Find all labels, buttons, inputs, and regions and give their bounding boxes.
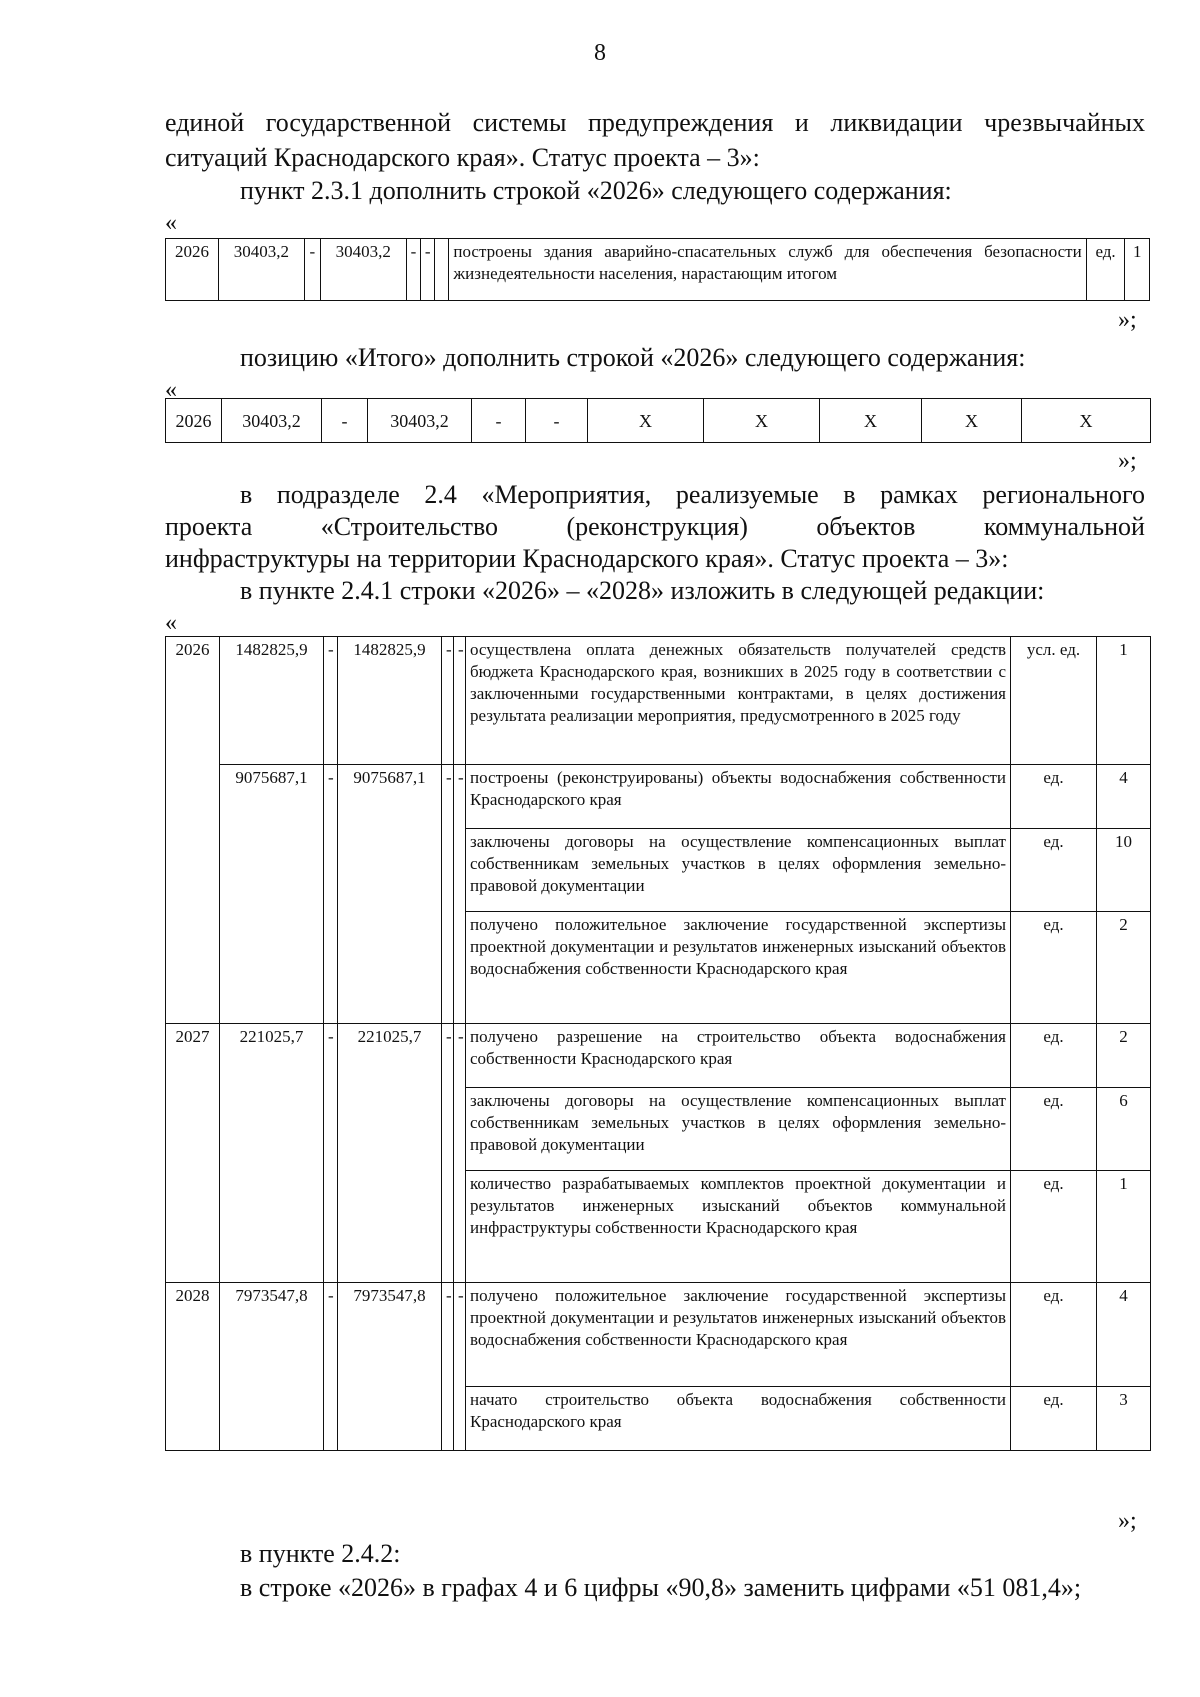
t1-col3: - <box>304 239 320 301</box>
table-row <box>166 1283 1151 1387</box>
t2-cell: - <box>472 399 526 443</box>
t1-total: 30403,2 <box>219 239 305 301</box>
t3-description: начато строительство объекта водоснабжения собственности Краснодарского края <box>466 1387 1011 1451</box>
t2-cell: X <box>820 399 922 443</box>
open-quote-2: « <box>165 377 177 403</box>
t2-cell: 30403,2 <box>368 399 472 443</box>
t3-col3: - <box>324 765 338 1024</box>
intro-line-2: ситуаций Краснодарского края». Статус проекта – 3»: <box>165 143 760 172</box>
t2-cell: X <box>1022 399 1151 443</box>
t3-col4: 7973547,8 <box>338 1283 442 1451</box>
t3-value: 6 <box>1097 1088 1151 1171</box>
page-number: 8 <box>594 40 606 66</box>
t3-value: 10 <box>1097 829 1151 912</box>
t3-unit: ед. <box>1011 1088 1097 1171</box>
t1-value: 1 <box>1125 239 1150 301</box>
t3-unit: ед. <box>1011 1283 1097 1387</box>
t2-cell: - <box>322 399 368 443</box>
footer-line-2: в строке «2026» в графах 4 и 6 цифры «90,8» заменить цифрами «51 081,4»; <box>240 1573 1082 1602</box>
t3-col6: - <box>454 765 466 1024</box>
t3-description: построены (реконструированы) объекты водоснабжения собственности Краснодарского края <box>466 765 1011 829</box>
t3-value: 2 <box>1097 1024 1151 1088</box>
table-2-3-1-row <box>165 238 1150 301</box>
t3-col5: - <box>442 1024 454 1283</box>
t3-unit: ед. <box>1011 1171 1097 1283</box>
t3-value: 3 <box>1097 1387 1151 1451</box>
t3-total: 221025,7 <box>220 1024 324 1283</box>
footer-line-1: в пункте 2.4.2: <box>240 1539 401 1568</box>
t2-cell: 30403,2 <box>222 399 322 443</box>
word: проекта <box>165 512 253 541</box>
t3-description: получено разрешение на строительство объекта водоснабжения собственности Краснодарского края <box>466 1024 1011 1088</box>
open-quote-1: « <box>165 210 177 236</box>
t3-unit: ед. <box>1011 829 1097 912</box>
t3-description: заключены договоры на осуществление компенсационных выплат собственникам земельных участков в целях оформления земельно-правовой документации <box>466 829 1011 912</box>
t3-description: получено положительное заключение государственной экспертизы проектной документации и результатов инженерных изысканий объектов водоснабжения собственности Краснодарского края <box>466 912 1011 1024</box>
t3-col3: - <box>324 637 338 765</box>
table-row <box>166 765 1151 829</box>
t2-row <box>166 399 1151 443</box>
table-row <box>166 1024 1151 1088</box>
close-quote-3: »; <box>1118 1508 1137 1534</box>
t3-col3: - <box>324 1283 338 1451</box>
t3-unit: усл. ед. <box>1011 637 1097 765</box>
t3-col4: 221025,7 <box>338 1024 442 1283</box>
word: объектов <box>816 512 916 541</box>
t1-year: 2026 <box>166 239 219 301</box>
t3-total: 9075687,1 <box>220 765 324 1024</box>
t2-cell: X <box>704 399 820 443</box>
close-quote-2: »; <box>1118 448 1137 474</box>
t1-unit: ед. <box>1086 239 1125 301</box>
table-2-4-1-rows <box>165 636 1151 1451</box>
table-itogo-row <box>165 398 1151 443</box>
table-row <box>166 637 1151 765</box>
t3-description: количество разрабатываемых комплектов проектной документации и результатов инженерных изысканий объектов коммунальной инфраструктуры собственности Краснодарского края <box>466 1171 1011 1283</box>
t3-value: 4 <box>1097 1283 1151 1387</box>
t3-col4: 1482825,9 <box>338 637 442 765</box>
t3-value: 1 <box>1097 1171 1151 1283</box>
t2-cell: 2026 <box>166 399 222 443</box>
t3-col5: - <box>442 637 454 765</box>
t3-col3: - <box>324 1024 338 1283</box>
t3-description: заключены договоры на осуществление компенсационных выплат собственникам земельных участков в целях оформления земельно-правовой документации <box>466 1088 1011 1171</box>
word: «Строительство <box>320 512 499 541</box>
t3-description: получено положительное заключение государственной экспертизы проектной документации и результатов инженерных изысканий объектов водоснабжения собственности Краснодарского края <box>466 1283 1011 1387</box>
t3-unit: ед. <box>1011 912 1097 1024</box>
t3-total: 1482825,9 <box>220 637 324 765</box>
t3-col5: - <box>442 765 454 1024</box>
intro-line-1: единой государственной системы предупреждения и ликвидации чрезвычайных <box>165 108 1145 137</box>
close-quote-1: »; <box>1118 307 1137 333</box>
t3-description: осуществлена оплата денежных обязательств получателей средств бюджета Краснодарского края, возникших в 2025 году в соответствии с заключенными государственными контрактами, в целях достижения результата реализации мероприятия, предусмотренного в 2025 году <box>466 637 1011 765</box>
t1-col5: - <box>406 239 420 301</box>
t1-description: построены здания аварийно-спасательных служб для обеспечения безопасности жизнедеятельности населения, нарастающим итогом <box>449 239 1086 301</box>
subsection-line-4: в пункте 2.4.1 строки «2026» – «2028» изложить в следующей редакции: <box>240 576 1045 605</box>
t3-unit: ед. <box>1011 1024 1097 1088</box>
t3-col6: - <box>454 1024 466 1283</box>
word: (реконструкция) <box>566 512 748 541</box>
word: коммунальной <box>983 512 1145 541</box>
subsection-line-1: в подразделе 2.4 «Мероприятия, реализуемые в рамках регионального <box>240 480 1145 509</box>
t3-year-2028: 2028 <box>166 1283 220 1451</box>
t3-col4: 9075687,1 <box>338 765 442 1024</box>
t3-value: 4 <box>1097 765 1151 829</box>
t3-col6: - <box>454 637 466 765</box>
t3-total: 7973547,8 <box>220 1283 324 1451</box>
t1-col6: - <box>420 239 434 301</box>
t3-value: 2 <box>1097 912 1151 1024</box>
t2-cell: X <box>588 399 704 443</box>
t1-spacer <box>435 239 449 301</box>
subsection-line-3: инфраструктуры на территории Краснодарского края». Статус проекта – 3»: <box>165 544 1009 573</box>
t1-col4: 30403,2 <box>320 239 406 301</box>
t3-year-2027: 2027 <box>166 1024 220 1283</box>
t2-cell: X <box>922 399 1022 443</box>
t3-col5: - <box>442 1283 454 1451</box>
t3-col6: - <box>454 1283 466 1451</box>
intro-line-3: пункт 2.3.1 дополнить строкой «2026» следующего содержания: <box>240 176 952 205</box>
t2-cell: - <box>526 399 588 443</box>
t3-unit: ед. <box>1011 1387 1097 1451</box>
open-quote-3: « <box>165 610 177 636</box>
t3-value: 1 <box>1097 637 1151 765</box>
t3-unit: ед. <box>1011 765 1097 829</box>
subsection-line-2 <box>165 511 1145 543</box>
t3-year-2026: 2026 <box>166 637 220 1024</box>
itogo-text: позицию «Итого» дополнить строкой «2026» следующего содержания: <box>240 343 1026 372</box>
